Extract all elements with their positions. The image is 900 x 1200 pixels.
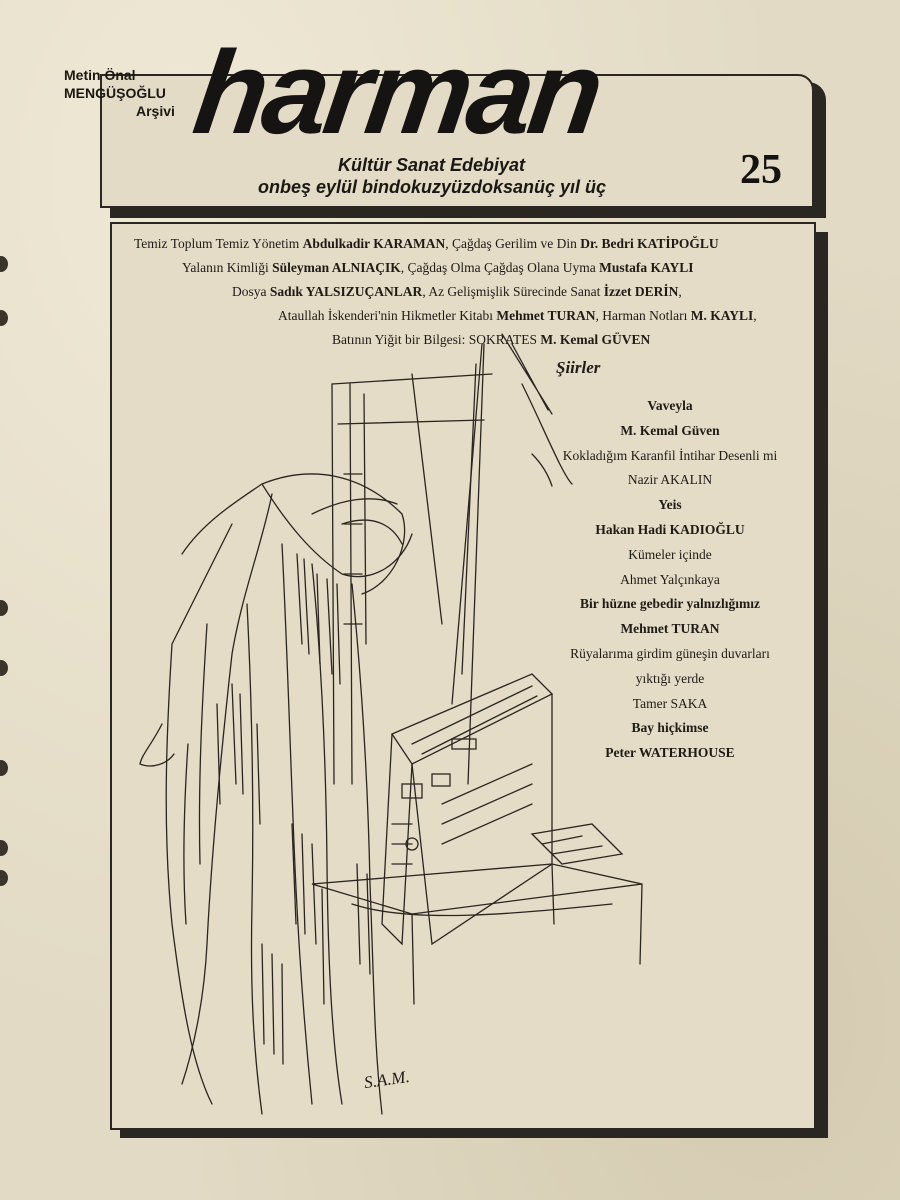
poem-entry-bold: M. Kemal Güven (620, 422, 720, 438)
ink-illustration (112, 224, 816, 1130)
magazine-logo: harman (186, 27, 608, 159)
contents-line-1 (134, 236, 719, 252)
contents-author: Sadık YALSIZUÇANLAR (269, 284, 423, 299)
contents-title: , Çağdaş Olma Çağdaş Olana Uyma (400, 260, 600, 275)
contents-title: Dosya (232, 284, 270, 299)
poem-entry: Rüyalarıma girdim güneşin duvarları (570, 646, 770, 661)
contents-title: Ataullah İskenderi'nin Hikmetler Kitabı (278, 308, 497, 323)
subtitle-line1: Kültür Sanat Edebiyat (338, 155, 526, 175)
contents-line-3 (232, 284, 682, 300)
contents-title: , Harman Notları (595, 308, 691, 323)
contents-author: Abdulkadir KARAMAN (302, 236, 446, 251)
poem-entry: Ahmet Yalçınkaya (620, 571, 720, 587)
contents-line-2 (182, 260, 694, 276)
poem-entry: yıktığı yerde (635, 670, 705, 686)
poem-entry: Tamer SAKA (632, 695, 708, 711)
poem-entry-bold: Bay hiçkimse (631, 720, 709, 736)
poem-entry-bold: Bir hüzne gebedir yalnızlığımız (580, 596, 760, 612)
contents-title: , Çağdaş Gerilim ve Din (445, 236, 581, 251)
archive-stamp-line1: Metin Önal MENGÜŞOĞLU (64, 67, 166, 101)
contents-author: Mustafa KAYLI (599, 260, 694, 275)
contents-author: Süleyman ALNIAÇIK (272, 260, 401, 275)
magazine-subtitle (258, 154, 606, 198)
poem-entry-bold: Mehmet TURAN (620, 621, 720, 637)
issue-number: 25 (740, 147, 782, 193)
contents-title: Yalanın Kimliği (182, 260, 273, 275)
poem-entry: Nazir AKALIN (627, 472, 713, 488)
poems-heading: Şiirler (556, 358, 601, 377)
contents-author: Dr. Bedri KATİPOĞLU (580, 236, 719, 251)
poem-entry-bold: Yeis (658, 497, 682, 513)
contents-author: M. Kemal GÜVEN (540, 332, 651, 347)
subtitle-line2: onbeş eylül bindokuzyüzdoksanüç yıl üç (258, 177, 607, 197)
contents-title: , (753, 308, 757, 323)
poem-entry: Kokladığım Karanfil İntihar Desenli mi (562, 447, 778, 463)
contents-line-5 (332, 332, 650, 348)
contents-title: Temiz Toplum Temiz Yönetim (134, 236, 303, 251)
illustration-signature: S.A.M. (362, 1066, 411, 1093)
poem-entry-bold: Hakan Hadi KADIOĞLU (595, 522, 745, 537)
contents-author: Mehmet TURAN (496, 308, 596, 323)
poem-entry-bold: Peter WATERHOUSE (605, 745, 735, 761)
contents-title: , Az Gelişmişlik Sürecinde Sanat (422, 284, 604, 299)
contents-author: İzzet DERİN (603, 284, 679, 299)
binding-holes (0, 0, 14, 1200)
archive-stamp-line2: Arşivi (136, 103, 175, 119)
contents-title: , (678, 284, 682, 299)
poem-entry-bold: Vaveyla (647, 398, 693, 413)
archive-stamp (64, 66, 234, 120)
contents-line-4 (278, 308, 757, 324)
contents-title: Batının Yiğit bir Bilgesi: SOKRATES (332, 332, 541, 347)
poem-entry: Kümeler içinde (628, 546, 712, 562)
cover-panel (110, 222, 816, 1130)
contents-author: M. KAYLI (690, 308, 754, 323)
